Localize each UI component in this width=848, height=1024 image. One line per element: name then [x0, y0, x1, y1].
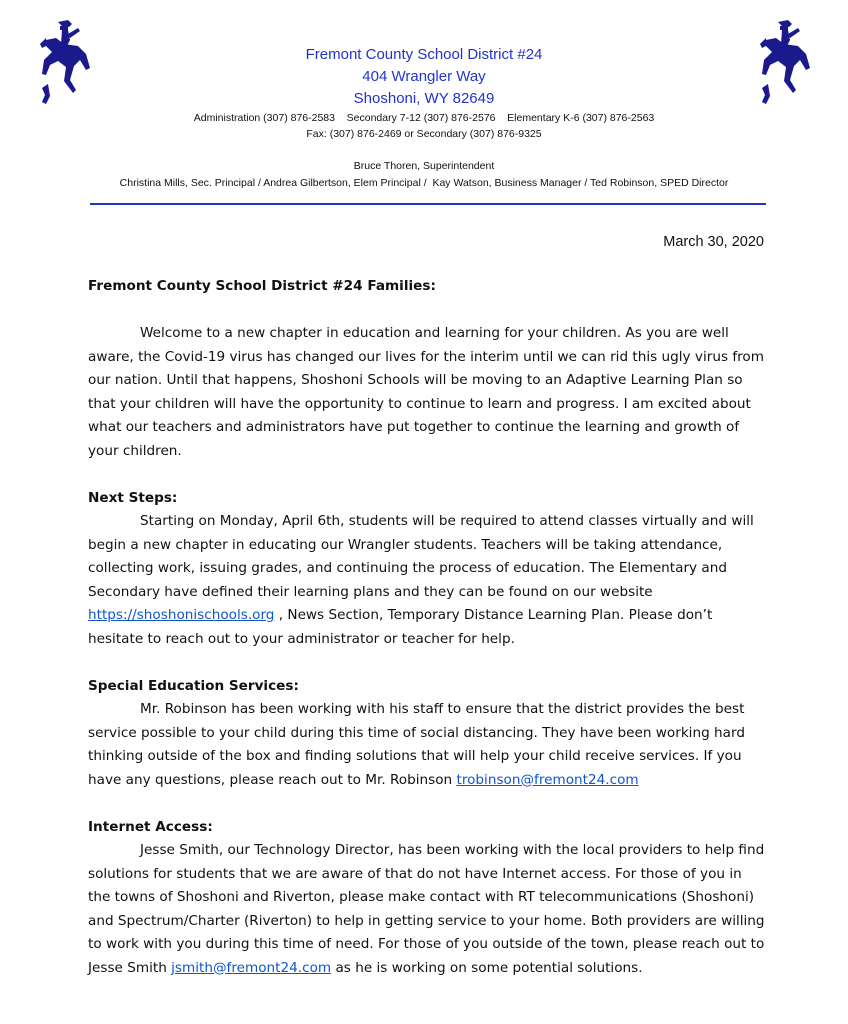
- internet-heading: Internet Access:: [88, 818, 213, 835]
- special-ed-text: Mr. Robinson has been working with his staff to ensure that the district provides the best service possible to your child during this time of social distancing. They have been working hard thinking outside of the box and finding solutions that will help your child receive services. If you have any questions, please reach out to Mr. Robinson: [88, 701, 745, 788]
- special-ed-paragraph: [88, 698, 768, 792]
- greeting: Fremont County School District #24 Families:: [88, 278, 436, 294]
- robinson-email-link[interactable]: trobinson@fremont24.com: [456, 771, 639, 788]
- next-steps-text-end: , News Section, Temporary Distance Learning Plan. Please don’t hesitate to reach out to your administrator or teacher for help.: [88, 607, 713, 647]
- staff-line: Christina Mills, Sec. Principal / Andrea Gilbertson, Elem Principal / Kay Watson, Business Manager / Ted Robinson, SPED Director: [119, 177, 729, 189]
- internet-paragraph: [88, 839, 768, 980]
- intro-paragraph: Welcome to a new chapter in education and learning for your children. As you are well aware, the Covid-19 virus has changed our lives for the interim until we can rid this ugly virus from our nation. Until that happens, Shoshoni Schools will be moving to an Adaptive Learning Plan so that your children will have the opportunity to continue to learn and progress. I am excited about what our teachers and administrators have put together to continue the learning and growth of your children.: [88, 325, 764, 459]
- smith-email-link[interactable]: jsmith@fremont24.com: [171, 959, 332, 976]
- next-steps-heading: Next Steps:: [88, 489, 178, 506]
- district-name: Fremont County School District #24: [305, 46, 543, 63]
- internet-text-end: as he is working on some potential solutions.: [331, 959, 643, 976]
- internet-text: Jesse Smith, our Technology Director, has been working with the local providers to help find solutions for students that we are aware of that do not have Internet access. For those of you in the towns of Shoshoni and Riverton, please make contact with RT telecommunications (Shoshoni) and Spectrum/Charter (Riverton) to help in getting service to your home. Both providers are willing to work with you during this time of need. For those of you outside of the town, please reach out to Jesse Smith: [88, 842, 765, 976]
- street-address: 404 Wrangler Way: [362, 68, 486, 85]
- letter-body: [88, 275, 768, 980]
- school-website-link[interactable]: https://shoshonischools.org: [88, 607, 275, 623]
- header-divider: [90, 203, 766, 205]
- phone-numbers: Administration (307) 876-2583 Secondary 7-12 (307) 876-2576 Elementary K-6 (307) 876-2563: [193, 112, 655, 124]
- superintendent-line: Bruce Thoren, Superintendent: [353, 160, 495, 172]
- next-steps-paragraph: [88, 510, 768, 651]
- special-ed-heading: Special Education Services:: [88, 677, 299, 694]
- city-address: Shoshoni, WY 82649: [353, 90, 495, 107]
- fax-numbers: Fax: (307) 876-2469 or Secondary (307) 876-9325: [306, 128, 542, 140]
- next-steps-text: Starting on Monday, April 6th, students will be required to attend classes virtually and will begin a new chapter in educating our Wrangler students. Teachers will be taking attendance, collecting work, issuing grades, and continuing the process of education. The Elementary and Secondary have defined their learning plans and they can be found on our website: [88, 513, 754, 600]
- letter-date: March 30, 2020: [663, 234, 764, 250]
